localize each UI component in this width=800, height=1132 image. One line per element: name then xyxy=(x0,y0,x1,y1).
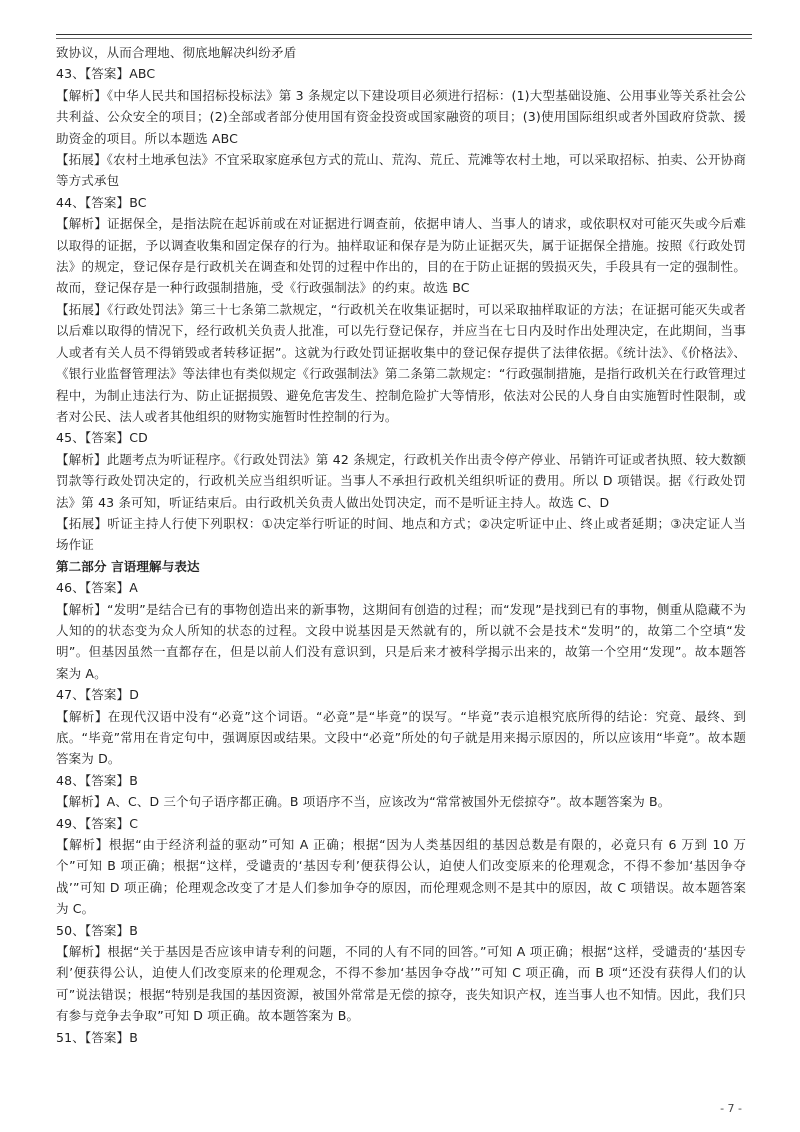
extension-43: 【拓展】《农村土地承包法》不宜采取家庭承包方式的荒山、荒沟、荒丘、荒滩等农村土地，可以采取招标、拍卖、公开协商等方式承包 xyxy=(56,152,746,189)
analysis-48: 【解析】A、C、D 三个句子语序都正确。B 项语序不当，应该改为“常常被国外无偿掠夺”。故本题答案为 B。 xyxy=(56,794,671,810)
analysis-49: 【解析】根据“由于经济利益的驱动”可知 A 正确；根据“因为人类基因组的基因总数是有限的，必竟只有 6 万到 10 万个”可知 B 项正确；根据“这样，受谴责的‘基因专利’便获得公认，迫使人们改变原来的伦理观念，不得不参加‘基因争夺战’”可知 D 项正确；伦理观念改变了才是人们参加争夺的原因，而伦理观念则不是其中的原因，故 C 项错误。故本题答案为 C。 xyxy=(56,837,746,917)
analysis-47: 【解析】在现代汉语中没有“必竟”这个词语。“必竟”是“毕竟”的误写。“毕竟”表示追根究底所得的结论：究竟、最终、到底。“毕竟”常用在肯定句中，强调原因或结果。文段中“必竟”所处的句子就是用来揭示原因的，所以应该用“毕竟”。故本题答案为 D。 xyxy=(56,708,746,767)
analysis-45: 【解析】此题考点为听证程序。《行政处罚法》第 42 条规定，行政机关作出责令停产停业、吊销许可证或者执照、较大数额罚款等行政处罚决定的，行政机关应当组织听证。当事人不承担行政机关组织听证的费用。所以 D 项错误。据《行政处罚法》第 43 条可知，听证结束后。由行政机关负责人做出处罚决定，而不是听证主持人。故选 C、D xyxy=(56,451,746,510)
paragraph: 致协议，从而合理地、彻底地解决纠纷矛盾 xyxy=(56,45,297,60)
page-body xyxy=(56,42,746,1048)
answer-50: 50、【答案】B xyxy=(56,922,138,938)
analysis-44: 【解析】证据保全，是指法院在起诉前或在对证据进行调查前，依据申请人、当事人的请求，或依职权对可能灭失或今后难以取得的证据，予以调查收集和固定保存的行为。抽样取证和保存是为防止证据灭失，属于证据保全措施。按照《行政处罚法》的规定，登记保存是行政机关在调查和处罚的过程中作出的，目的在于防止证据的毁损灭失，手段具有一定的强制性。故而，登记保存是一种行政强制措施，受《行政强制法》的约束。故选 BC xyxy=(56,216,746,296)
answer-45: 45、【答案】CD xyxy=(56,430,148,446)
answer-48: 48、【答案】B xyxy=(56,772,138,788)
header-rule-thin xyxy=(56,38,752,39)
extension-44: 【拓展】《行政处罚法》第三十七条第二款规定，“行政机关在收集证据时，可以采取抽样取证的方法；在证据可能灭失或者以后难以取得的情况下，经行政机关负责人批准，可以先行登记保存，并应当在七日内及时作出处理决定，在此期间，当事人或者有关人员不得销毁或者转移证据”。这就为行政处罚证据收集中的登记保存提供了法律依据。《统计法》、《价格法》、《银行业监督管理法》等法律也有类似规定《行政强制法》第二条第二款规定：“行政强制措施，是指行政机关在行政管理过程中，为制止违法行为、防止证据损毁、避免危害发生、控制危险扩大等情形，依法对公民的人身自由实施暂时性限制，或者对公民、法人或者其他组织的财物实施暂时性控制的行为。 xyxy=(56,301,746,424)
analysis-43: 【解析】《中华人民共和国招标投标法》第 3 条规定以下建设项目必须进行招标：(1)大型基础设施、公用事业等关系社会公共利益、公众安全的项目；(2)全部或者部分使用国有资金投资或国家融资的项目；(3)使用国际组织或者外国政府贷款、援助资金的项目。所以本题选 ABC xyxy=(56,87,746,146)
page-number: - 7 - xyxy=(720,1102,742,1115)
analysis-50: 【解析】根据“关于基因是否应该申请专利的问题，不同的人有不同的回答。”可知 A 项正确；根据“这样，受谴责的‘基因专利’便获得公认，迫使人们改变原来的伦理观念，不得不参加‘基因争夺战’”可知 C 项正确，而 B 项“还没有获得人们的认可”说法错误；根据“特别是我国的基因资源，被国外常常是无偿的掠夺，丧失知识产权，连当事人也不知情。因此，我们只有参与竞争去争取”可知 D 项正确。故本题答案为 B。 xyxy=(56,944,746,1024)
answer-43: 43、【答案】ABC xyxy=(56,66,156,82)
answer-47: 47、【答案】D xyxy=(56,687,139,703)
extension-45: 【拓展】听证主持人行使下列职权：①决定举行听证的时间、地点和方式；②决定听证中止、终止或者延期；③决定证人当场作证 xyxy=(56,515,746,553)
header-rule xyxy=(56,34,752,35)
answer-49: 49、【答案】C xyxy=(56,815,139,831)
section-heading: 第二部分 言语理解与表达 xyxy=(56,558,200,574)
analysis-46: 【解析】“发明”是结合已有的事物创造出来的新事物，这期间有创造的过程；而“发现”是找到已有的事物，侧重从隐藏不为人知的的状态变为众人所知的状态的过程。文段中说基因是天然就有的，所以就不会是技术“发明”的，故第二个空填“发明”。但基因虽然一直都存在，但是以前人们没有意识到，只是后来才被科学揭示出来的，故第一个空用“发现”。故本题答案为 A。 xyxy=(56,601,746,681)
answer-46: 46、【答案】A xyxy=(56,580,138,596)
answer-44: 44、【答案】BC xyxy=(56,194,147,210)
answer-51: 51、【答案】B xyxy=(56,1029,138,1045)
